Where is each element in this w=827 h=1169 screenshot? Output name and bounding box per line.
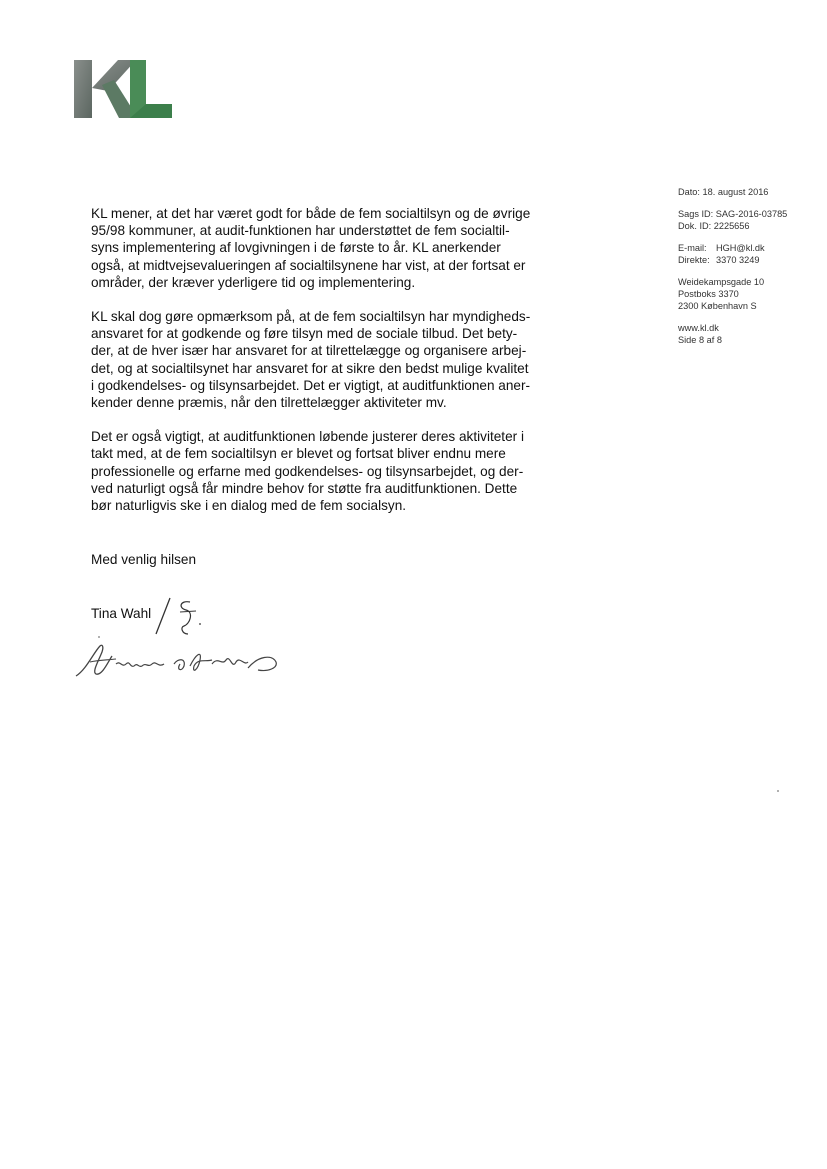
text-line: områder, der kræver yderligere tid og implementering. xyxy=(91,274,416,290)
scan-speck xyxy=(777,790,779,792)
phone-value: 3370 3249 xyxy=(716,255,760,265)
signature-initials xyxy=(150,594,210,638)
paragraph-1 xyxy=(91,205,571,291)
case-id: Sags ID: SAG-2016-03785 xyxy=(678,209,788,219)
text-line: bør naturligvis ske i en dialog med de fem socialsyn. xyxy=(91,498,407,514)
text-line: Det er også vigtigt, at auditfunktionen løbende justerer deres aktiviteter i xyxy=(91,429,524,445)
email-value: HGH@kl.dk xyxy=(716,243,765,253)
phone-row xyxy=(678,254,808,266)
closing-greeting: Med venlig hilsen xyxy=(91,552,197,567)
website: www.kl.dk xyxy=(678,323,719,333)
email-row xyxy=(678,242,808,254)
text-line: professionelle og erfarne med godkendelses- og tilsynsarbejdet, og der- xyxy=(91,463,524,479)
email-label: E-mail: xyxy=(678,243,707,253)
date: Dato: 18. august 2016 xyxy=(678,187,769,197)
paragraph-2 xyxy=(91,308,571,411)
address-pobox: Postboks 3370 xyxy=(678,289,739,299)
text-line: takt med, at de fem socialtilsyn er blevet og fortsat bliver endnu mere xyxy=(91,446,506,462)
text-line: også, at midtvejsevalueringen af socialtilsynene har vist, at der fortsat er xyxy=(91,257,526,273)
letter-metadata xyxy=(678,186,808,356)
text-line: KL skal dog gøre opmærksom på, at de fem socialtilsyn har myndigheds- xyxy=(91,309,531,325)
text-line: det, og at socialtilsynet har ansvaret for at sikre den bedst mulige kvalitet xyxy=(91,360,529,376)
letter-body xyxy=(91,205,571,531)
text-line: 95/98 kommuner, at audit-funktionen har understøttet de fem socialtil- xyxy=(91,223,510,239)
text-line: i godkendelses- og tilsynsarbejdet. Det er vigtigt, at auditfunktionen aner- xyxy=(91,377,531,393)
address-street: Weidekampsgade 10 xyxy=(678,277,765,287)
signature-handwritten xyxy=(72,640,282,684)
text-line: ved naturligt også får mindre behov for støtte fra auditfunktionen. Dette xyxy=(91,480,518,496)
logo-k-stem xyxy=(74,60,92,118)
kl-logo xyxy=(72,58,174,120)
text-line: der, at de hver især har ansvaret for at tilrettelægge og organisere arbej- xyxy=(91,343,527,359)
text-line: kender denne præmis, når den tilrettelægger aktiviteter mv. xyxy=(91,395,447,411)
document-id: Dok. ID: 2225656 xyxy=(678,221,750,231)
signer-name: Tina Wahl xyxy=(91,606,152,621)
scan-speck xyxy=(98,636,100,638)
address-city: 2300 København S xyxy=(678,301,757,311)
text-line: KL mener, at det har været godt for både de fem socialtilsyn og de øvrige xyxy=(91,206,531,221)
text-line: ansvaret for at godkende og føre tilsyn med de sociale tilbud. Det bety- xyxy=(91,326,518,342)
paragraph-3 xyxy=(91,428,571,514)
page-number: Side 8 af 8 xyxy=(678,335,722,345)
phone-label: Direkte: xyxy=(678,255,710,265)
text-line: syns implementering af lovgivningen i de første to år. KL anerkender xyxy=(91,240,501,256)
